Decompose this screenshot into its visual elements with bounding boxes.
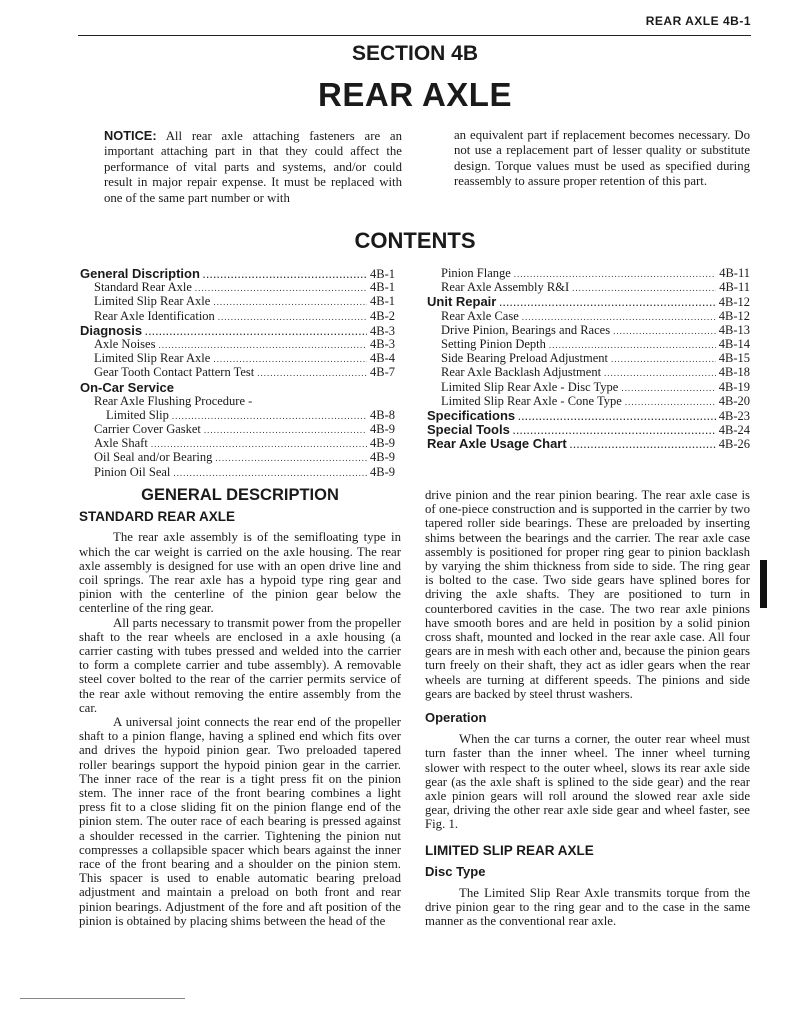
toc-entry-title: Rear Axle Usage Chart	[427, 436, 567, 452]
toc-entry	[427, 309, 750, 323]
toc-leader-dots	[145, 327, 367, 337]
toc-entry	[80, 309, 395, 323]
toc-leader-dots	[172, 411, 367, 421]
toc-entry-title: Special Tools	[427, 422, 510, 438]
toc-right-column	[427, 266, 750, 450]
toc-page-number: 4B-1	[370, 280, 395, 295]
toc-entry	[80, 351, 395, 365]
toc-entry-title: Limited Slip Rear Axle - Disc Type	[441, 379, 619, 394]
toc-page-number: 4B-12	[718, 295, 750, 310]
toc-leader-dots	[613, 326, 716, 336]
toc-entry-title: Rear Axle Case	[441, 308, 519, 323]
toc-entry-title: On-Car Service	[80, 379, 174, 395]
toc-entry	[80, 422, 395, 436]
toc-leader-dots	[621, 383, 715, 393]
toc-entry-title: Pinion Flange	[441, 266, 511, 280]
notice-right: an equivalent part if replacement becomes necessary. Do not use a replacement part of lesser quality or substitute design. Torque values must be used as specified during reassembly to assure proper retention of this part.	[454, 128, 750, 189]
toc-entry	[427, 280, 750, 294]
paragraph: When the car turns a corner, the outer rear wheel must turn faster than the inner wheel. The inner wheel turning slower with respect to the outer wheel, slows its rear axle side gear (as the axle shaft is splined to the side gear) and the rear axle pinion gears will roll around the slowed rear axle side gear, driving the other rear axle side gear and wheel faster, see Fig. 1.	[425, 732, 750, 832]
toc-page-number: 4B-12	[718, 308, 750, 323]
toc-page-number: 4B-9	[370, 450, 395, 465]
toc-page-number: 4B-9	[370, 464, 395, 479]
toc-entry-title: Rear Axle Identification	[94, 308, 215, 323]
paragraph: The rear axle assembly is of the semifloating type in which the car weight is carried on the axle housing. The rear axle assembly is designed for use with an open drive line and coil springs. The rear axle has a hypoid type ring gear and pinion with the centerline of the pinion gear below the centerline of the ring gear.	[79, 530, 401, 616]
toc-leader-dots	[570, 440, 716, 450]
toc-entry	[80, 266, 395, 280]
toc-page-number: 4B-19	[718, 379, 750, 394]
toc-page-number: 4B-11	[719, 266, 750, 280]
toc-entry	[80, 280, 395, 294]
toc-entry-title: Specifications	[427, 407, 516, 423]
notice-text-left: All rear axle attaching fasteners are an important attaching part in that they could affect the performance of vital parts and systems, and/or could result in major repair expense. It must be replaced with one of the same part number or with	[104, 129, 402, 205]
toc-leader-dots	[215, 453, 367, 463]
toc-leader-dots	[514, 269, 716, 279]
toc-page-number: 4B-9	[370, 422, 395, 437]
disc-type-heading: Disc Type	[425, 863, 486, 879]
toc-entry	[427, 365, 750, 379]
toc-entry	[427, 436, 750, 450]
toc-page-number: 4B-8	[370, 407, 395, 422]
toc-page-number: 4B-15	[718, 351, 750, 366]
section-thumb-tab	[760, 560, 767, 608]
toc-entry-title: Rear Axle Backlash Adjustment	[441, 365, 602, 380]
toc-leader-dots	[549, 340, 716, 350]
toc-entry	[427, 323, 750, 337]
toc-page-number: 4B-11	[719, 280, 750, 295]
toc-entry	[427, 266, 750, 280]
toc-page-number: 4B-20	[718, 393, 750, 408]
toc-entry	[427, 408, 750, 422]
body-right-column	[425, 488, 750, 929]
toc-entry-title: Setting Pinion Depth	[441, 336, 546, 351]
toc-entry	[80, 465, 395, 479]
contents-title: CONTENTS	[354, 228, 476, 253]
toc-leader-dots	[522, 312, 716, 322]
page-title: REAR AXLE	[318, 76, 512, 113]
notice-left	[104, 128, 402, 206]
toc-entry-title: Carrier Cover Gasket	[94, 422, 201, 437]
paragraph: All parts necessary to transmit power from the propeller shaft to the rear wheels are enclosed in a axle housing (a carrier casting with tubes pressed and welded into the carrier to form a complete carrier and tube assembly). A removable steel cover bolted to the rear of the carrier permits service of the rear axle without removing the entire assembly from the car.	[79, 615, 401, 715]
toc-leader-dots	[151, 439, 367, 449]
toc-entry-title: General Discription	[80, 266, 200, 281]
toc-entry	[80, 408, 395, 422]
toc-entry-title: Unit Repair	[427, 294, 497, 310]
toc-entry-title: Standard Rear Axle	[94, 280, 192, 295]
toc-entry	[80, 380, 395, 394]
toc-entry	[80, 294, 395, 308]
toc-page-number: 4B-3	[370, 323, 395, 338]
toc-entry	[80, 436, 395, 450]
toc-left-column	[80, 266, 395, 479]
toc-page-number: 4B-24	[718, 423, 750, 438]
toc-entry	[80, 394, 395, 408]
toc-leader-dots	[173, 468, 367, 478]
toc-entry-title: Drive Pinion, Bearings and Races	[441, 322, 611, 337]
toc-entry-title: Rear Axle Assembly R&I	[441, 280, 570, 295]
operation-heading: Operation	[425, 710, 487, 726]
toc-entry	[427, 380, 750, 394]
toc-entry	[80, 365, 395, 379]
toc-entry-title: Side Bearing Preload Adjustment	[441, 351, 608, 366]
limited-slip-heading: LIMITED SLIP REAR AXLE	[425, 842, 594, 858]
footer-rule	[20, 998, 185, 999]
running-header: REAR AXLE 4B-1	[645, 14, 751, 28]
toc-leader-dots	[204, 425, 367, 435]
header-rule	[78, 35, 751, 36]
toc-entry	[427, 422, 750, 436]
toc-leader-dots	[213, 354, 367, 364]
section-label: SECTION 4B	[351, 42, 479, 65]
toc-leader-dots	[572, 283, 716, 293]
paragraph-continuation: drive pinion and the rear pinion bearing. The rear axle case is of one-piece construction and is supported in the carrier by two tapered roller side bearings. These are preloaded by inserting shims between the bearings and the carrier. The rear axle case assembly is positioned for proper ring gear to pinion backlash by varying the shim thickness from side to side. The ring gear is bolted to the case. Two side gears have splined bores for driving the axle shafts. They are positioned to turn in counterbored cavities in the case. The two rear axle pinions have smooth bores and are held in position by a solid pinion cross shaft, mounted and locked in the rear axle case. All four gears are in mesh with each other and, because the pinion gears turn freely on their shaft, they act as idler gears when the rear wheels are turning at different speeds. The pinions and side gears are backed by steel thrust washers.	[425, 488, 750, 701]
notice-label: NOTICE:	[104, 128, 157, 143]
toc-page-number: 4B-7	[370, 365, 395, 380]
toc-entry	[427, 294, 750, 308]
toc-entry	[427, 394, 750, 408]
toc-leader-dots	[158, 340, 367, 350]
standard-rear-axle-heading: STANDARD REAR AXLE	[79, 509, 236, 525]
toc-leader-dots	[518, 412, 716, 422]
toc-entry-title: Diagnosis	[80, 322, 143, 338]
toc-entry-title: Gear Tooth Contact Pattern Test	[94, 365, 255, 380]
toc-leader-dots	[203, 270, 367, 280]
toc-entry	[427, 351, 750, 365]
body-left-column	[79, 488, 401, 928]
toc-page-number: 4B-14	[718, 336, 750, 351]
toc-leader-dots	[625, 397, 716, 407]
paragraph: The Limited Slip Rear Axle transmits torque from the drive pinion gear to the ring gear and to the case in the same manner as the conventional rear axle.	[425, 886, 750, 929]
toc-entry-title: Limited Slip Rear Axle	[94, 351, 211, 366]
toc-entry-title: Axle Noises	[94, 336, 156, 351]
toc-entry-title: Axle Shaft	[94, 436, 148, 451]
toc-page-number: 4B-4	[370, 351, 395, 366]
toc-entry-title: Rear Axle Flushing Procedure -	[94, 393, 253, 408]
paragraph: A universal joint connects the rear end of the propeller shaft to a pinion flange, having a splined end which fits over and drives the hypoid pinion gear. Two preloaded tapered roller bearings support the hypoid pinion gear in the carrier. The inner race of the rear is a tight press fit on the pinion stem. The inner race of the front bearing combines a light press fit to a close sliding fit on the pinion flange end of the pinion stem. The outer race of each bearing is pressed against a shoulder recessed in the carrier. Tightening the pinion nut compresses a collapsible spacer which bears against the inner race of the front bearing and a shoulder on the pinion stem. This spacer is used to enable automatic bearing preload adjustment and maintain a preload on both front and rear pinion bearings. Adjustment of the fore and aft position of the pinion is obtained by placing shims between the head of the	[79, 715, 401, 928]
toc-page-number: 4B-18	[718, 365, 750, 380]
toc-page-number: 4B-13	[718, 322, 750, 337]
toc-entry-title: Limited Slip	[106, 407, 169, 422]
toc-page-number: 4B-26	[718, 437, 750, 452]
toc-page-number: 4B-3	[370, 336, 395, 351]
toc-page-number: 4B-9	[370, 436, 395, 451]
toc-entry-title: Oil Seal and/or Bearing	[94, 450, 213, 465]
toc-page-number: 4B-1	[370, 294, 395, 309]
toc-leader-dots	[499, 298, 715, 308]
toc-page-number: 4B-1	[370, 267, 395, 281]
toc-entry-title: Limited Slip Rear Axle - Cone Type	[441, 393, 622, 408]
toc-leader-dots	[257, 368, 367, 378]
toc-entry	[80, 337, 395, 351]
toc-entry-title: Pinion Oil Seal	[94, 464, 171, 479]
toc-leader-dots	[218, 312, 367, 322]
toc-leader-dots	[213, 297, 367, 307]
toc-page-number: 4B-23	[718, 408, 750, 423]
general-description-heading: GENERAL DESCRIPTION	[141, 486, 339, 504]
toc-entry	[80, 450, 395, 464]
toc-entry	[427, 337, 750, 351]
toc-entry-title: Limited Slip Rear Axle	[94, 294, 211, 309]
toc-entry	[80, 323, 395, 337]
toc-leader-dots	[611, 354, 716, 364]
toc-leader-dots	[195, 283, 367, 293]
toc-leader-dots	[513, 426, 716, 436]
toc-leader-dots	[604, 368, 716, 378]
toc-page-number: 4B-2	[370, 308, 395, 323]
